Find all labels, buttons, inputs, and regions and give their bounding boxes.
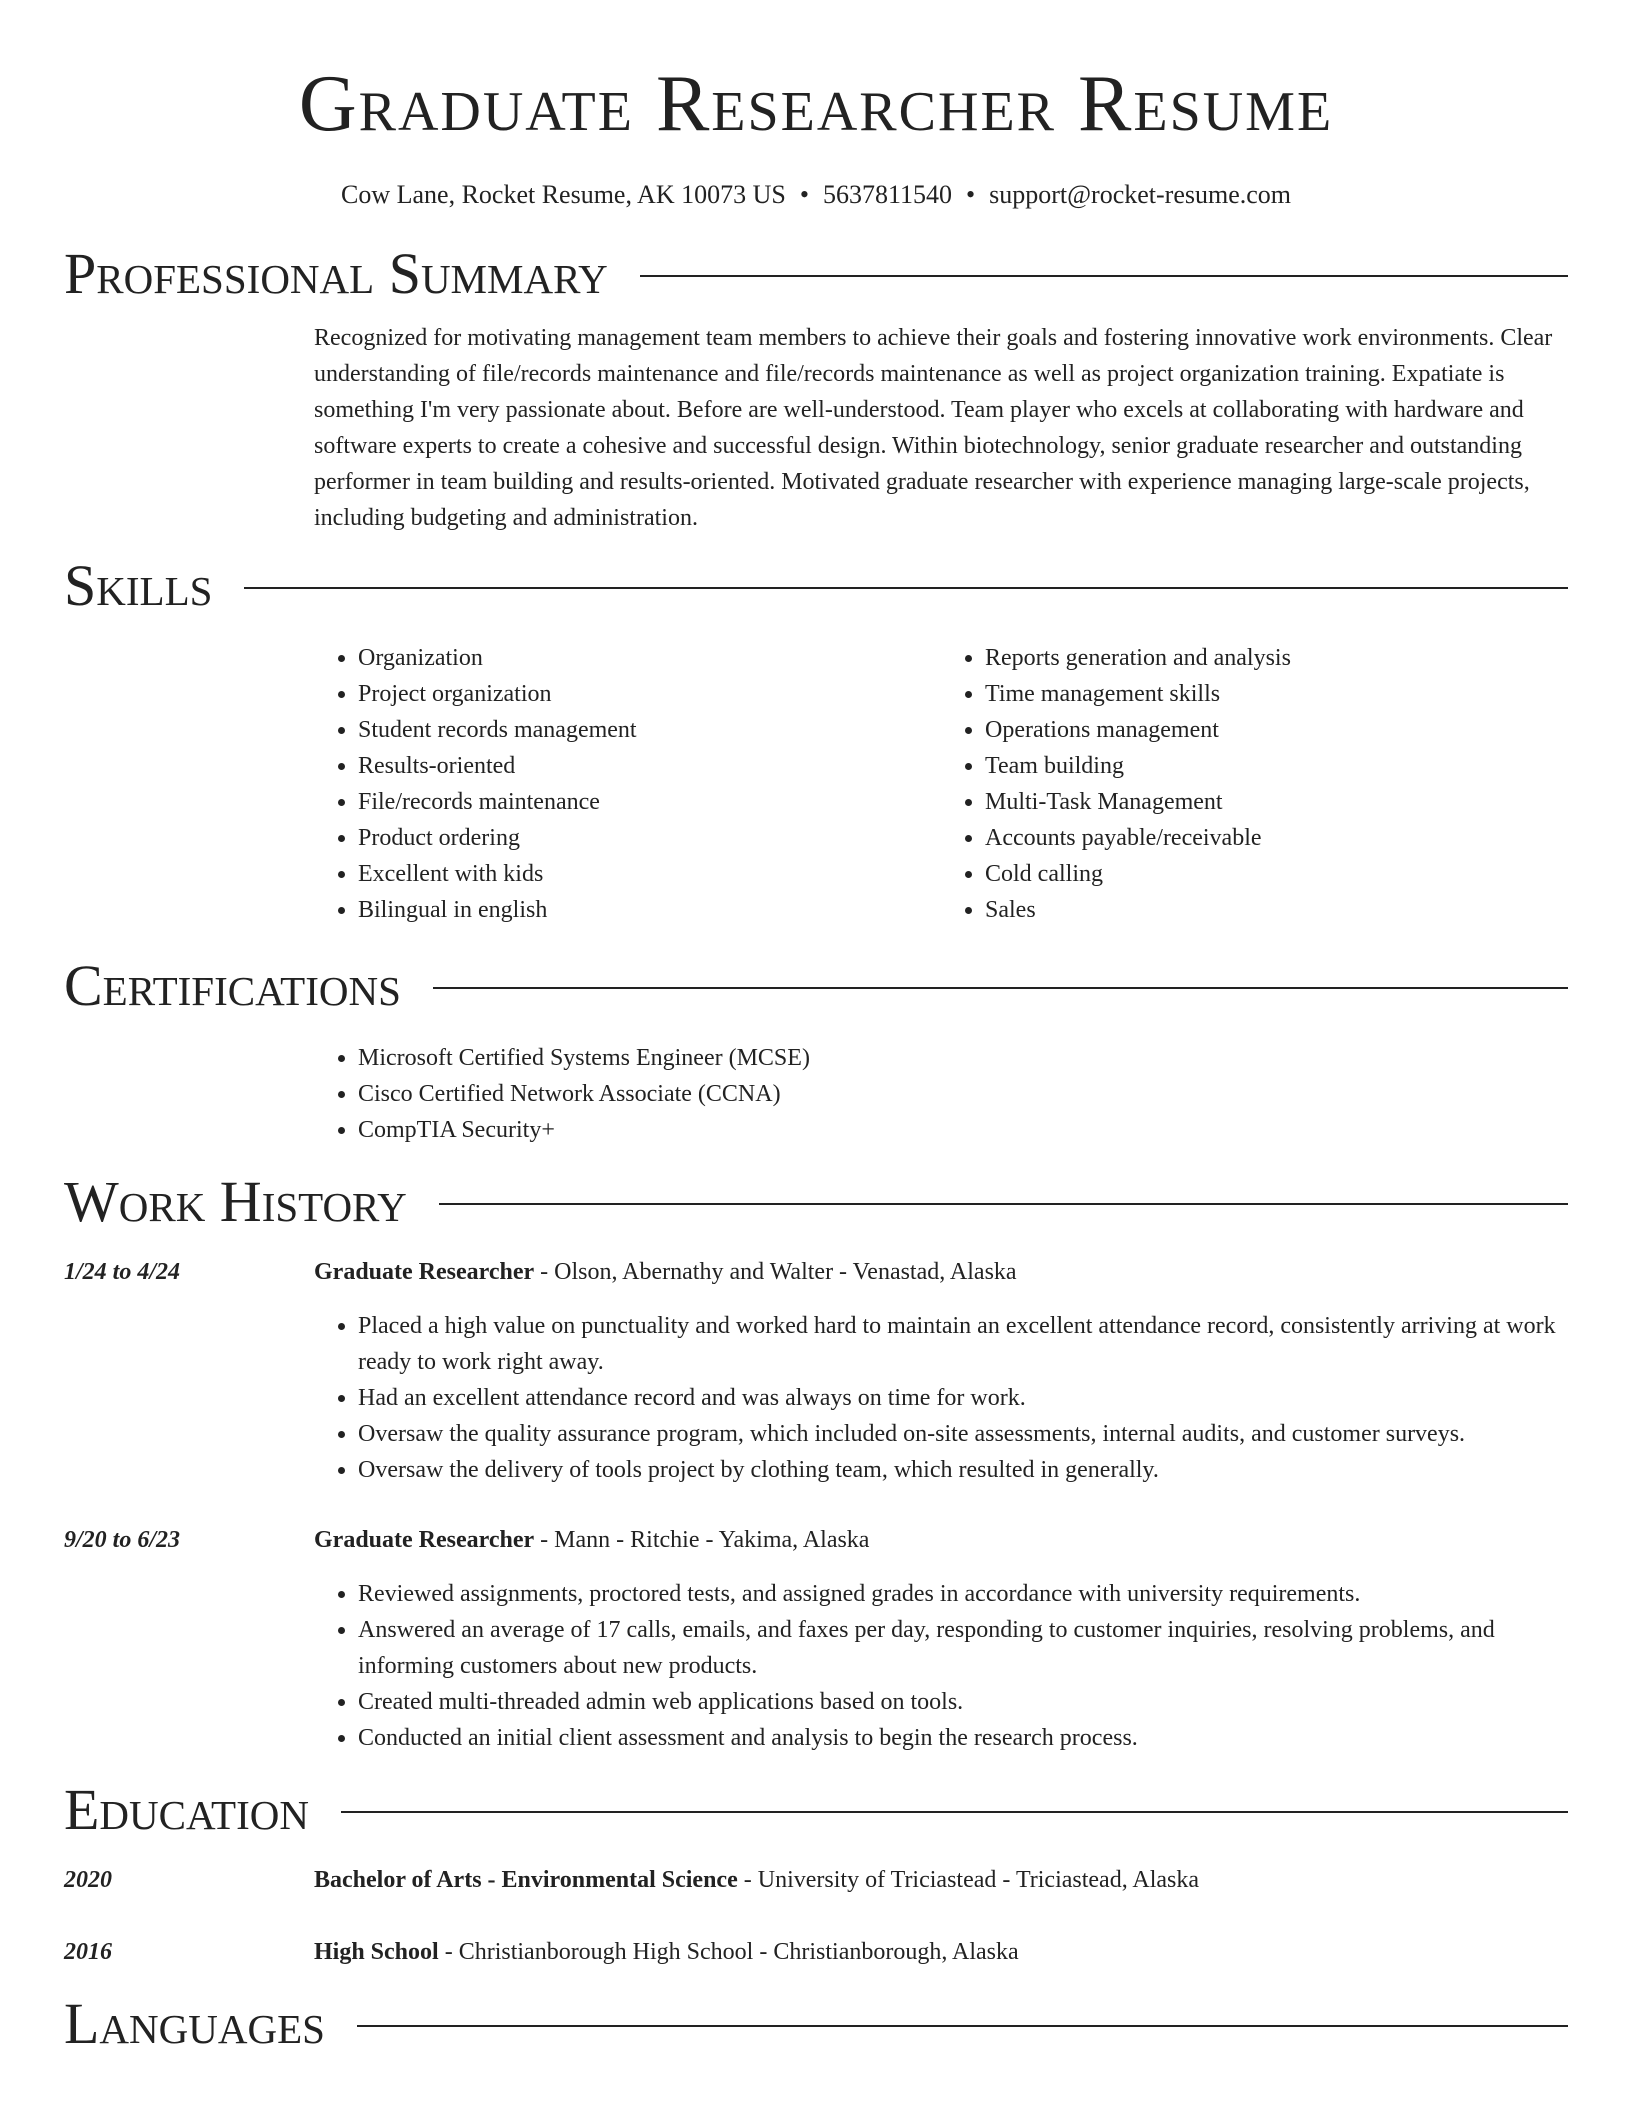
section-divider — [439, 1203, 1568, 1205]
skill-item: • Reports generation and analysis — [985, 640, 1568, 676]
phone: 5637811540 — [822, 180, 952, 209]
job-role: Graduate Researcher — [314, 1259, 535, 1285]
section-header — [64, 1988, 1568, 2060]
certifications-list — [314, 1040, 1568, 1148]
job-bullet: • Conducted an initial client assessment and analysis to begin the research process. — [358, 1720, 1568, 1756]
address: Cow Lane, Rocket Resume, AK 10073 US — [340, 180, 786, 209]
certifications-section — [64, 950, 1568, 1148]
skills-list-left — [314, 640, 941, 928]
job-bullets — [314, 1308, 1568, 1488]
section-divider — [357, 2025, 1568, 2027]
section-title: Education — [64, 1777, 309, 1842]
summary-text: Recognized for motivating management team members to achieve their goals and fostering innovative work environments. Clear understanding of file/records maintenance and file/records maintenance as well as project organization training. Expatiate is something I'm very passionate about. Before are well-understood. Team player who excels at collaborating with hardware and software experts to create a cohesive and successful design. Within biotechnology, senior graduate researcher and outstanding performer in team building and results-oriented. Motivated graduate researcher with experience managing large-scale projects, including budgeting and administration. — [314, 325, 1553, 531]
section-divider — [244, 587, 1568, 589]
education-year: 2020 — [64, 1867, 112, 1893]
section-divider — [640, 275, 1568, 277]
job-details: - Mann - Ritchie - Yakima, Alaska — [534, 1527, 870, 1553]
job-heading — [314, 1254, 1568, 1290]
skill-item: • Operations management — [985, 712, 1568, 748]
skill-item: • Project organization — [358, 676, 941, 712]
job-bullet: • Answered an average of 17 calls, emails, and faxes per day, responding to customer inquiries, resolving problems, and informing customers about new products. — [358, 1612, 1568, 1684]
skill-item: • Student records management — [358, 712, 941, 748]
skill-item: • Bilingual in english — [358, 892, 941, 928]
job-role: Graduate Researcher — [314, 1527, 535, 1553]
section-divider — [341, 1811, 1568, 1813]
job-bullet: • Placed a high value on punctuality and worked hard to maintain an excellent attendance record, consistently arriving at work ready to work right away. — [358, 1308, 1568, 1380]
skill-item: • Excellent with kids — [358, 856, 941, 892]
job-bullets — [314, 1576, 1568, 1756]
section-header — [64, 238, 1568, 310]
education-details: - Christianborough High School - Christianborough, Alaska — [438, 1939, 1019, 1965]
education-degree: Bachelor of Arts - Environmental Science — [314, 1867, 738, 1893]
skill-item: • Product ordering — [358, 820, 941, 856]
skill-item: • Sales — [985, 892, 1568, 928]
section-header — [64, 550, 1568, 622]
education-entry — [64, 1862, 1568, 1898]
separator-dot: • — [965, 180, 976, 209]
skills-columns — [314, 640, 1568, 928]
section-title: Work History — [64, 1169, 407, 1234]
skill-item: • Accounts payable/receivable — [985, 820, 1568, 856]
job-entry — [64, 1522, 1568, 1756]
job-body — [314, 1522, 1568, 1756]
skill-item: • Cold calling — [985, 856, 1568, 892]
section-header — [64, 950, 1568, 1022]
job-dates: 1/24 to 4/24 — [64, 1259, 181, 1285]
section-title: Professional Summary — [64, 241, 608, 306]
skill-item: • File/records maintenance — [358, 784, 941, 820]
education-degree: High School — [314, 1939, 439, 1965]
education-entry — [64, 1934, 1568, 1970]
job-heading — [314, 1522, 1568, 1558]
job-entry — [64, 1254, 1568, 1488]
section-title: Languages — [64, 1991, 325, 2056]
skill-item: • Time management skills — [985, 676, 1568, 712]
section-header — [64, 1166, 1568, 1238]
job-bullet: • Oversaw the delivery of tools project by clothing team, which resulted in generally. — [358, 1452, 1568, 1488]
education-body — [314, 1934, 1568, 1970]
section-header — [64, 1774, 1568, 1846]
section-divider — [433, 987, 1568, 989]
section-title: Skills — [64, 553, 213, 618]
skills-list-right — [941, 640, 1568, 928]
skill-item: • Results-oriented — [358, 748, 941, 784]
education-details: - University of Triciastead - Triciastead, Alaska — [737, 1867, 1200, 1893]
languages-section — [64, 1988, 1568, 2060]
job-bullet: • Had an excellent attendance record and was always on time for work. — [358, 1380, 1568, 1416]
job-bullet: • Oversaw the quality assurance program, which included on-site assessments, internal audits, and customer surveys. — [358, 1416, 1568, 1452]
summary-section — [64, 238, 1568, 536]
work-history-section — [64, 1166, 1568, 1756]
contact-line — [64, 178, 1568, 212]
skills-section — [64, 550, 1568, 928]
skill-item: • Team building — [985, 748, 1568, 784]
certification-item: • CompTIA Security+ — [358, 1112, 1568, 1148]
job-bullet: • Reviewed assignments, proctored tests, and assigned grades in accordance with university requirements. — [358, 1576, 1568, 1612]
job-bullet: • Created multi-threaded admin web applications based on tools. — [358, 1684, 1568, 1720]
education-section — [64, 1774, 1568, 1970]
job-dates: 9/20 to 6/23 — [64, 1527, 181, 1553]
certifications-body — [314, 1040, 1568, 1148]
separator-dot: • — [799, 180, 809, 209]
email: support@rocket-resume.com — [989, 180, 1292, 209]
education-body — [314, 1862, 1568, 1898]
resume-title: Graduate Researcher Resume — [298, 60, 1334, 148]
education-year: 2016 — [64, 1939, 112, 1965]
skill-item: • Multi-Task Management — [985, 784, 1568, 820]
certification-item: • Microsoft Certified Systems Engineer (MCSE) — [358, 1040, 1568, 1076]
job-body — [314, 1254, 1568, 1488]
section-title: Certifications — [64, 953, 401, 1018]
skill-item: • Organization — [358, 640, 941, 676]
job-details: - Olson, Abernathy and Walter - Venastad, Alaska — [534, 1259, 1017, 1285]
certification-item: • Cisco Certified Network Associate (CCNA) — [358, 1076, 1568, 1112]
